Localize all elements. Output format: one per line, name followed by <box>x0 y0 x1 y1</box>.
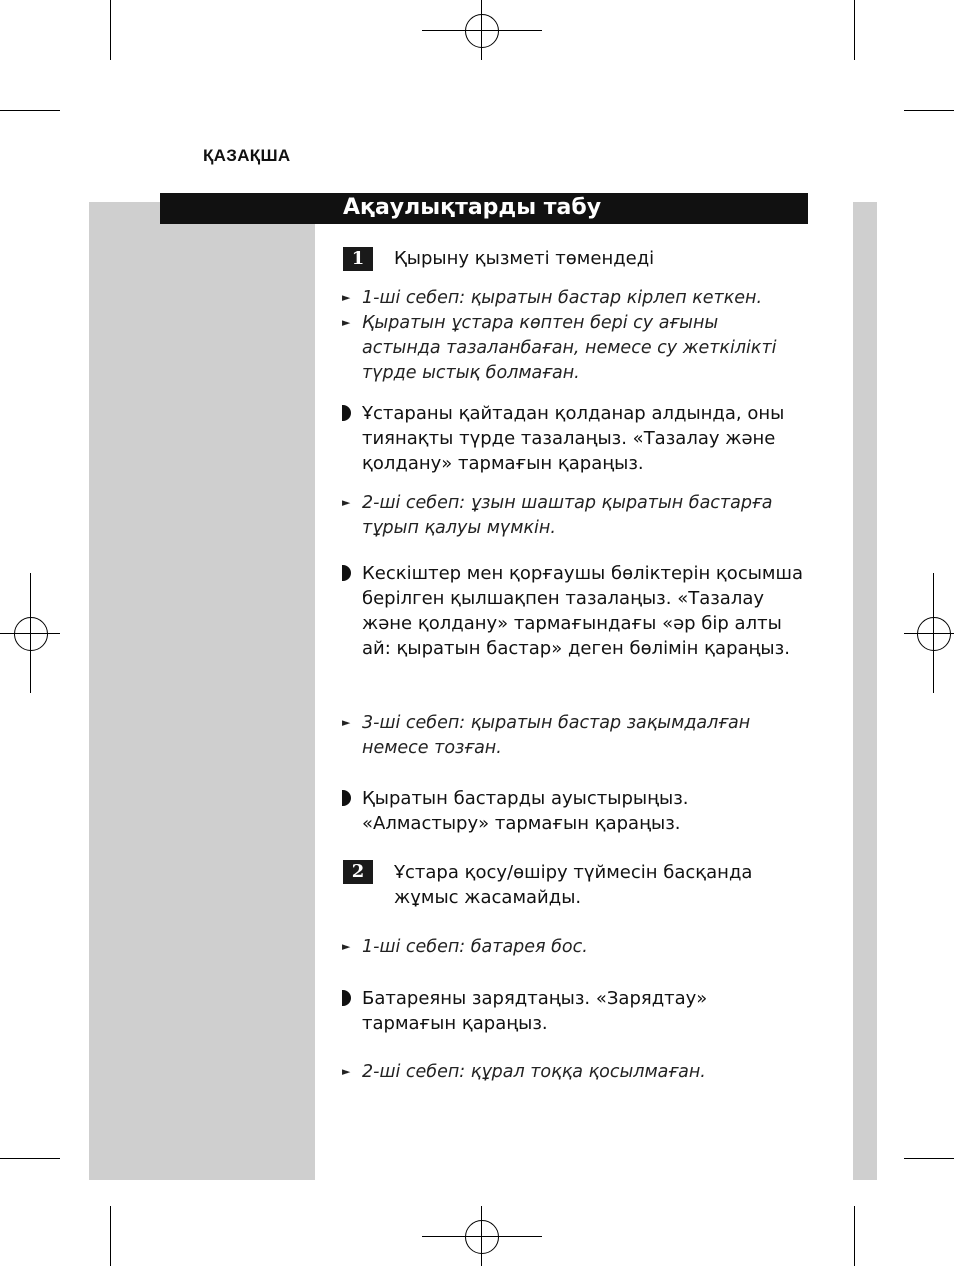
action-text: Батареяны зарядтаңыз. «Зарядтау» тармағын қараңыз. <box>362 988 708 1034</box>
action-bullet-icon <box>342 565 351 581</box>
cause-text: Қыратын ұстара көптен бері су ағыны астында тазаланбаған, немесе су жеткілікті түрде ыстық болмаған. <box>362 313 777 383</box>
problem-number-badge: 2 <box>343 860 373 884</box>
left-margin-panel <box>89 202 315 1180</box>
problem-number-badge: 1 <box>343 247 373 271</box>
crop-mark <box>0 110 60 111</box>
problem-title: Қырыну қызметі төмендеді <box>394 248 655 269</box>
action-text: Ұстараны қайтадан қолданар алдында, оны тиянақты түрде тазалаңыз. «Тазалау және қолдану» тармағын қараңыз. <box>362 403 785 474</box>
problem-title: Ұстара қосу/өшіру түймесін басқанда жұмыс жасамайды. <box>394 862 753 908</box>
crop-mark <box>110 0 111 60</box>
cause-triangle-icon: ► <box>342 316 351 329</box>
crop-mark <box>854 0 855 60</box>
cause-triangle-icon: ► <box>342 940 351 953</box>
section-title: Ақаулықтарды табу <box>343 195 602 220</box>
crop-mark <box>854 1206 855 1266</box>
cause-text: 2-ші себеп: ұзын шаштар қыратын бастарға тұрып қалуы мүмкін. <box>362 493 773 538</box>
section-title-bar <box>160 193 808 224</box>
crop-mark <box>0 1158 60 1159</box>
cause-text: 2-ші себеп: құрал тоққа қосылмаған. <box>362 1062 706 1082</box>
cause-text: 1-ші себеп: батарея бос. <box>362 937 588 957</box>
action-bullet-icon <box>342 405 351 421</box>
cause-triangle-icon: ► <box>342 1065 351 1078</box>
cause-triangle-icon: ► <box>342 291 351 304</box>
right-margin-panel <box>853 202 877 1180</box>
action-bullet-icon <box>342 790 351 806</box>
cause-text: 1-ші себеп: қыратын бастар кірлеп кеткен. <box>362 288 763 308</box>
crop-mark <box>904 1158 954 1159</box>
cause-text: 3-ші себеп: қыратын бастар зақымдалған немесе тозған. <box>362 713 751 758</box>
action-text: Қыратын бастарды ауыстырыңыз. «Алмастыру» тармағын қараңыз. <box>362 788 689 834</box>
cause-triangle-icon: ► <box>342 716 351 729</box>
cause-triangle-icon: ► <box>342 496 351 509</box>
crop-mark <box>904 110 954 111</box>
action-bullet-icon <box>342 990 351 1006</box>
action-text: Кескіштер мен қорғаушы бөліктерін қосымша берілген қылшақпен тазалаңыз. «Тазалау және қолдану» тармағындағы «әр бір алты ай: қыратын бастар» деген бөлімін қараңыз. <box>362 563 804 659</box>
language-label: ҚАЗАҚША <box>203 146 291 165</box>
crop-mark <box>110 1206 111 1266</box>
